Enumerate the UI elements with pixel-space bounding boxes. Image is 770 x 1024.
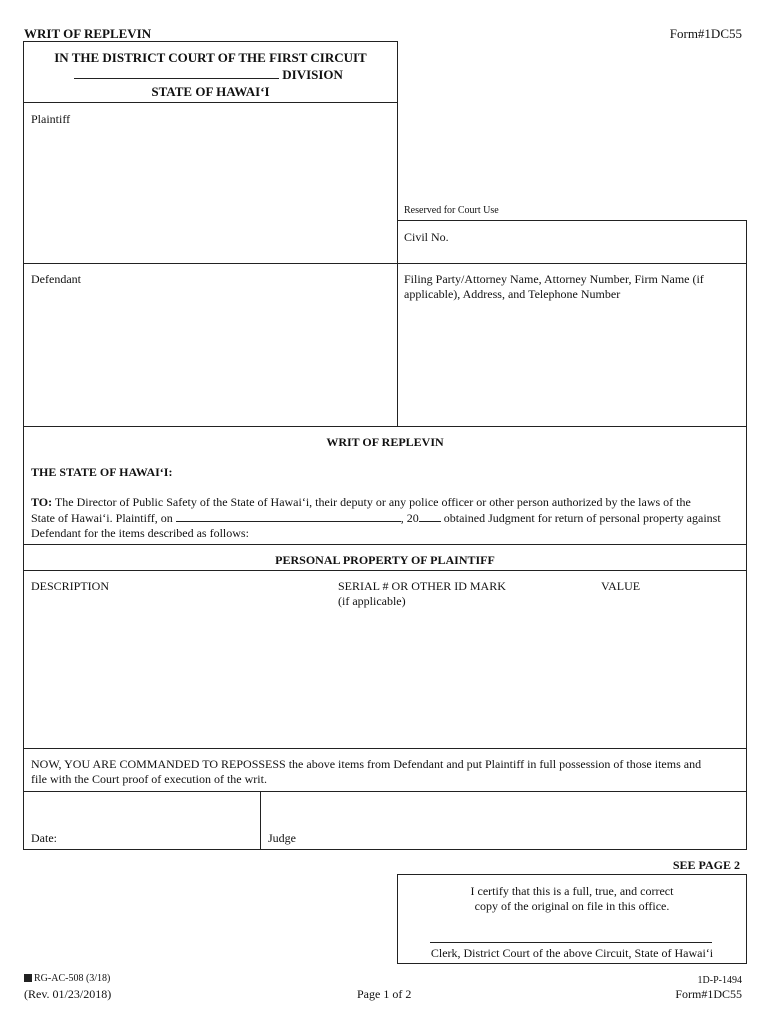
civil-no-label: Civil No. <box>404 230 449 244</box>
to-label: TO: <box>31 495 53 509</box>
col-serial-note: (if applicable) <box>338 594 406 608</box>
date-label: Date: <box>31 831 57 845</box>
division-label: DIVISION <box>282 67 343 82</box>
col-serial: SERIAL # OR OTHER ID MARK <box>338 579 506 593</box>
form-title: WRIT OF REPLEVIN <box>24 26 152 41</box>
to-text-1: The Director of Public Safety of the State of Hawai‘i, their deputy or any police officer or other person authorized by the laws of the <box>54 495 691 509</box>
to-text-3: Defendant for the items described as follows: <box>31 526 249 540</box>
property-header-line <box>23 570 747 571</box>
reserved-label: Reserved for Court Use <box>404 205 499 216</box>
date-field[interactable] <box>65 800 255 845</box>
plaintiff-defendant-divider <box>23 263 398 264</box>
to-text-2c: obtained Judgment for return of personal property against <box>443 511 721 525</box>
command-text-2: file with the Court proof of execution of the writ. <box>31 772 267 786</box>
filing-party-label: Filing Party/Attorney Name, Attorney Number, Firm Name (if applicable), Address, and Telephone Number <box>404 272 704 301</box>
civil-bottom-line <box>397 263 747 264</box>
footer-code: RG-AC-508 (3/18) <box>34 973 111 984</box>
footer-code-line <box>24 973 110 984</box>
footer-rev: (Rev. 01/23/2018) <box>24 987 112 1001</box>
footer-form-number: Form#1DC55 <box>675 987 742 1001</box>
form-number: Form#1DC55 <box>669 26 742 41</box>
to-paragraph <box>31 495 743 541</box>
filing-party-field[interactable] <box>402 305 740 420</box>
judge-label: Judge <box>268 831 296 845</box>
plaintiff-field[interactable] <box>28 130 392 258</box>
division-blank[interactable] <box>74 66 279 79</box>
state-name: STATE OF HAWAI‘I <box>151 84 270 99</box>
signature-divider <box>260 791 261 850</box>
to-text-2a: State of Hawai‘i. Plaintiff, on <box>31 511 173 525</box>
property-heading: PERSONAL PROPERTY OF PLAINTIFF <box>275 553 495 567</box>
judgment-year-blank[interactable] <box>419 510 441 522</box>
document-icon <box>24 974 32 982</box>
left-border <box>23 103 24 426</box>
footer-id: 1D-P-1494 <box>697 975 742 986</box>
signature-top-line <box>23 791 747 792</box>
col-value: VALUE <box>601 579 641 593</box>
judgment-date-blank[interactable] <box>176 510 401 522</box>
writ-heading: WRIT OF REPLEVIN <box>326 435 444 449</box>
to-text-2b: , 20 <box>400 511 419 525</box>
clerk-label: Clerk, District Court of the above Circuit, State of Hawai‘i <box>430 946 714 960</box>
see-page-note: SEE PAGE 2 <box>672 858 740 872</box>
footer-page: Page 1 of 2 <box>357 987 412 1001</box>
middle-divider <box>397 103 398 426</box>
defendant-field[interactable] <box>28 290 392 420</box>
property-top-line <box>23 544 747 545</box>
court-name: IN THE DISTRICT COURT OF THE FIRST CIRCUIT <box>54 50 367 65</box>
judge-signature-field[interactable] <box>305 800 740 845</box>
division-line <box>74 66 343 83</box>
civil-top-line <box>397 220 747 221</box>
clerk-signature-line[interactable] <box>430 942 712 943</box>
defendant-label: Defendant <box>31 272 81 286</box>
civil-no-field[interactable] <box>460 228 740 254</box>
property-list-field[interactable] <box>28 612 740 744</box>
state-address: THE STATE OF HAWAI‘I: <box>31 465 173 479</box>
certify-line-1: I certify that this is a full, true, and correct <box>470 884 674 898</box>
right-border <box>746 220 747 426</box>
col-description: DESCRIPTION <box>31 579 110 593</box>
plaintiff-label: Plaintiff <box>31 112 71 126</box>
command-top-line <box>23 748 747 749</box>
certify-line-2: copy of the original on file in this office. <box>474 899 670 913</box>
command-text-1: NOW, YOU ARE COMMANDED TO REPOSSESS the above items from Defendant and put Plaintiff in full possession of those items and <box>31 757 702 771</box>
command-text <box>31 757 743 787</box>
